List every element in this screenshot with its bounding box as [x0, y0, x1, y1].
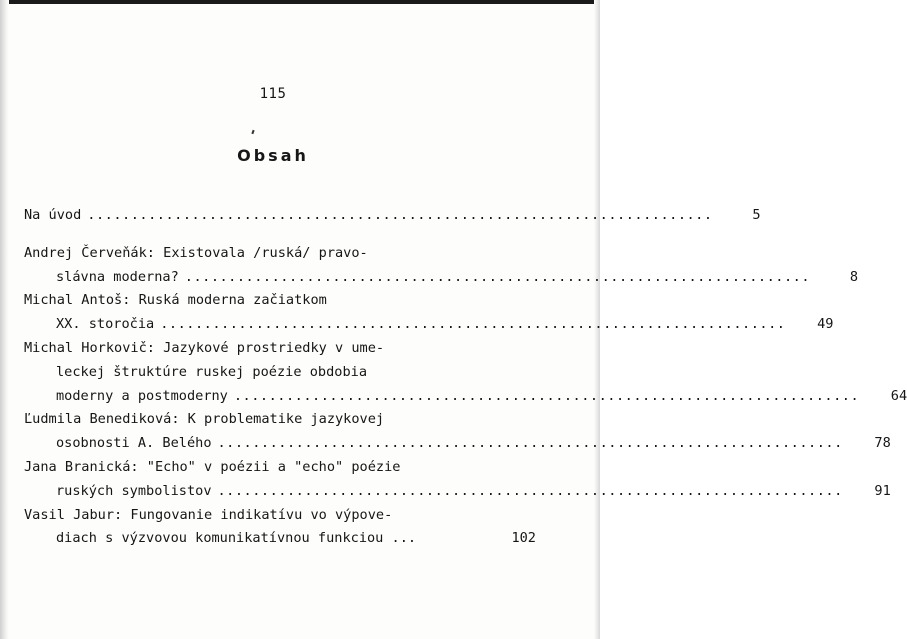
toc-entry-text: leckej štruktúre ruskej poézie obdobia [56, 363, 367, 380]
toc-entry-line [24, 337, 536, 361]
toc-entry-continuation [24, 480, 891, 504]
dot-leader: ........................................................................ [217, 435, 843, 452]
toc-entry-text: Michal Horkovič: Jazykové prostriedky v ume- [24, 339, 385, 356]
toc-page-number: 91 [874, 482, 891, 499]
toc-entry-continuation [24, 266, 859, 290]
dot-leader: ........................................................................ [160, 316, 786, 333]
toc-entry-line [24, 242, 536, 266]
toc-entry-line [24, 204, 761, 228]
toc-page-number: 78 [874, 435, 891, 452]
toc-entry-text: Andrej Červeňák: Existovala /ruská/ pravo- [24, 244, 368, 261]
toc-entry-text: Na úvod [24, 207, 82, 223]
toc-entry-line [24, 504, 536, 528]
toc-entry-continuation [24, 527, 536, 551]
toc-entry-text: Jana Branická: "Echo" v poézii a "echo" poézie [24, 458, 401, 475]
toc-entry-text: osobnosti A. Belého [56, 435, 212, 452]
toc-entry-text: Vasil Jabur: Fungovanie indikatívu vo výpove- [24, 506, 393, 523]
toc-entry [24, 504, 536, 552]
dot-leader: ........................................................................ [217, 482, 843, 499]
toc-entry [24, 289, 834, 337]
ink-speck [251, 130, 254, 134]
toc-entry-continuation [24, 432, 891, 456]
toc-entry-text: XX. storočia [56, 316, 155, 333]
toc-entry-continuation [24, 313, 834, 337]
toc-entry [24, 242, 859, 290]
toc-entry-text: Michal Antoš: Ruská moderna začiatkom [24, 292, 327, 309]
dot-leader: ........................................................................ [233, 387, 860, 404]
dot-leader: ........................................................................ [87, 207, 713, 223]
toc-page-number: 64 [890, 387, 907, 404]
toc-entry [24, 456, 891, 504]
toc-entry-line [24, 408, 536, 432]
toc-entry-text: ruských symbolistov [56, 482, 212, 499]
page-title: Obsah [237, 146, 309, 165]
toc-entry-line [24, 456, 536, 480]
toc-entry [24, 337, 907, 408]
toc-entry-text: slávna moderna? [56, 268, 179, 285]
scan-top-edge [0, 0, 600, 4]
toc-entry [24, 408, 891, 456]
toc-entry-continuation [24, 361, 536, 385]
toc-entry-text: diach s výzvovou komunikatívnou funkciou ... [56, 530, 417, 547]
toc-entry-text: Ľudmila Benediková: K problematike jazykovej [24, 411, 385, 428]
toc-page-number: 8 [849, 268, 859, 285]
toc-entry-line [24, 289, 536, 313]
toc-entry-text: moderny a postmoderny [56, 387, 228, 404]
toc-entry-continuation [24, 385, 907, 409]
table-of-contents [24, 204, 907, 551]
toc-page-number: 49 [817, 316, 834, 333]
toc-entry [24, 204, 761, 228]
toc-spacer [24, 228, 536, 242]
dot-leader: ........................................................................ [184, 268, 811, 285]
page-number: 115 [259, 86, 287, 102]
toc-page-number: 102 [511, 530, 536, 547]
toc-page-number: 5 [752, 207, 761, 223]
